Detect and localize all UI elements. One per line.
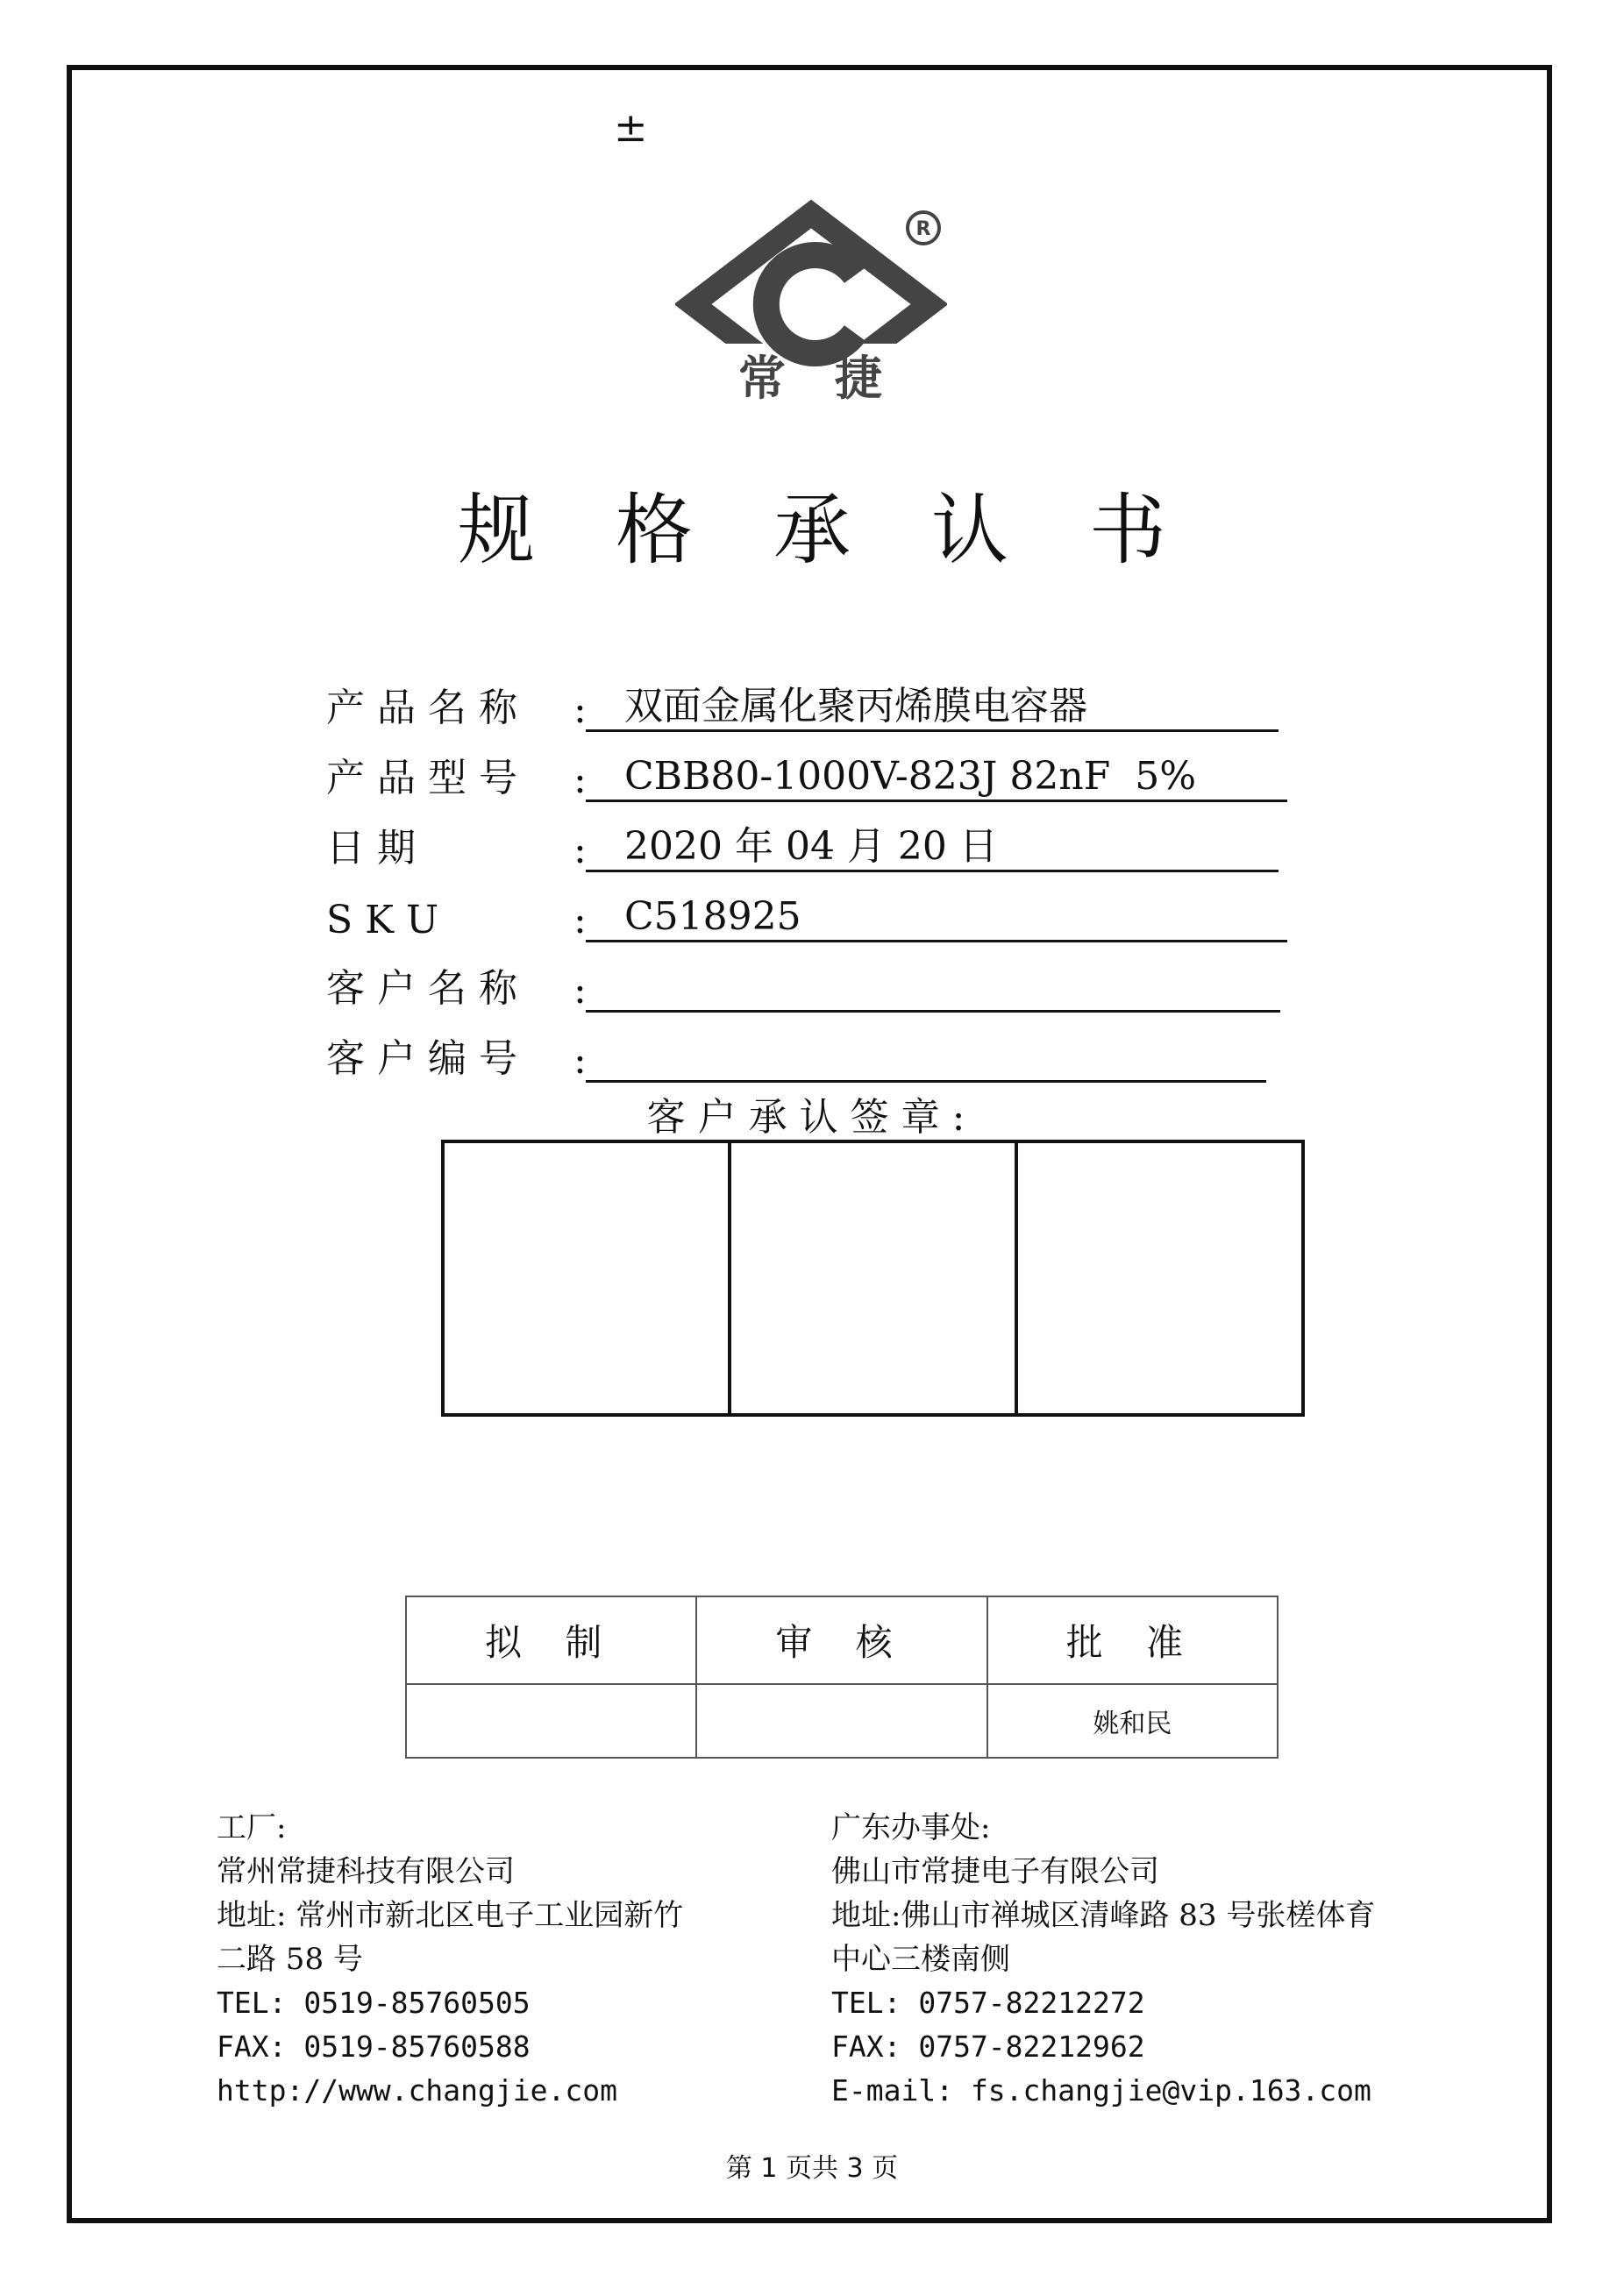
field-value (586, 962, 1280, 1013)
stamp-box (1018, 1143, 1301, 1413)
office-address: 地址:佛山市禅城区清峰路 83 号张槎体育 (831, 1898, 1376, 1933)
factory-tel: TEL: 0519-85760505 (217, 1986, 531, 2020)
field-value: CBB80-1000V-823J 82nF 5% (586, 751, 1287, 802)
office-address-line2: 中心三楼南侧 (831, 1942, 1010, 1977)
field-customer-id: 客 户 编 号 : (326, 1013, 1291, 1083)
svg-text:R: R (915, 218, 931, 240)
field-value: 2020 年 04 月 20 日 (586, 821, 1279, 872)
factory-contact (217, 1806, 778, 2113)
field-label: 日 期 (326, 826, 416, 871)
factory-address: 地址: 常州市新北区电子工业园新竹 (217, 1898, 684, 1933)
field-label: S K U (326, 898, 439, 942)
field-product-name: 产 品 名 称 : 双面金属化聚丙烯膜电容器 (326, 662, 1291, 732)
factory-website: http://www.changjie.com (217, 2073, 617, 2108)
factory-heading: 工厂: (217, 1810, 287, 1845)
field-date: 日 期 : 2020 年 04 月 20 日 (326, 802, 1291, 872)
field-value: 双面金属化聚丙烯膜电容器 (586, 681, 1279, 732)
field-product-model: 产 品 型 号 : CBB80-1000V-823J 82nF 5% (326, 732, 1291, 802)
customer-stamp-boxes (441, 1140, 1305, 1417)
office-fax: FAX: 0757-82212962 (831, 2029, 1145, 2064)
document-title: 规格承认书 (457, 485, 1247, 575)
signoff-header-reviewed: 审 核 (696, 1596, 987, 1684)
stray-mark: ± (614, 103, 648, 151)
factory-fax: FAX: 0519-85760588 (217, 2029, 531, 2064)
svg-text:常: 常 (738, 351, 786, 405)
field-label: 产 品 型 号 (326, 756, 517, 800)
page-footer: 第 1 页共 3 页 (725, 2153, 899, 2184)
company-logo (675, 195, 947, 405)
field-customer-name: 客 户 名 称 : (326, 942, 1291, 1013)
office-contact (831, 1806, 1445, 2113)
field-sku: S K U : C518925 (326, 872, 1291, 942)
signoff-value-reviewed (696, 1684, 987, 1758)
signoff-value-approved: 姚和民 (987, 1684, 1278, 1758)
office-tel: TEL: 0757-82212272 (831, 1986, 1145, 2020)
signoff-value-drafted (406, 1684, 696, 1758)
field-label: 产 品 名 称 (326, 686, 517, 730)
field-value (586, 1032, 1266, 1083)
office-heading: 广东办事处: (831, 1810, 991, 1845)
field-label: 客 户 编 号 (326, 1036, 517, 1081)
field-label: 客 户 名 称 (326, 966, 517, 1011)
office-company: 佛山市常捷电子有限公司 (831, 1854, 1159, 1889)
svg-text:捷: 捷 (835, 351, 882, 405)
signoff-header-drafted: 拟 制 (406, 1596, 696, 1684)
signoff-header-approved: 批 准 (987, 1596, 1278, 1684)
factory-address-line2: 二路 58 号 (217, 1942, 363, 1977)
office-email: E-mail: fs.changjie@vip.163.com (831, 2073, 1371, 2108)
signoff-table (405, 1596, 1279, 1759)
field-value: C518925 (586, 892, 1287, 942)
stamp-box (445, 1143, 731, 1413)
approval-caption: 客户承认签章: (646, 1095, 978, 1140)
factory-company: 常州常捷科技有限公司 (217, 1854, 515, 1889)
product-fields (326, 662, 1291, 1083)
stamp-box (731, 1143, 1018, 1413)
